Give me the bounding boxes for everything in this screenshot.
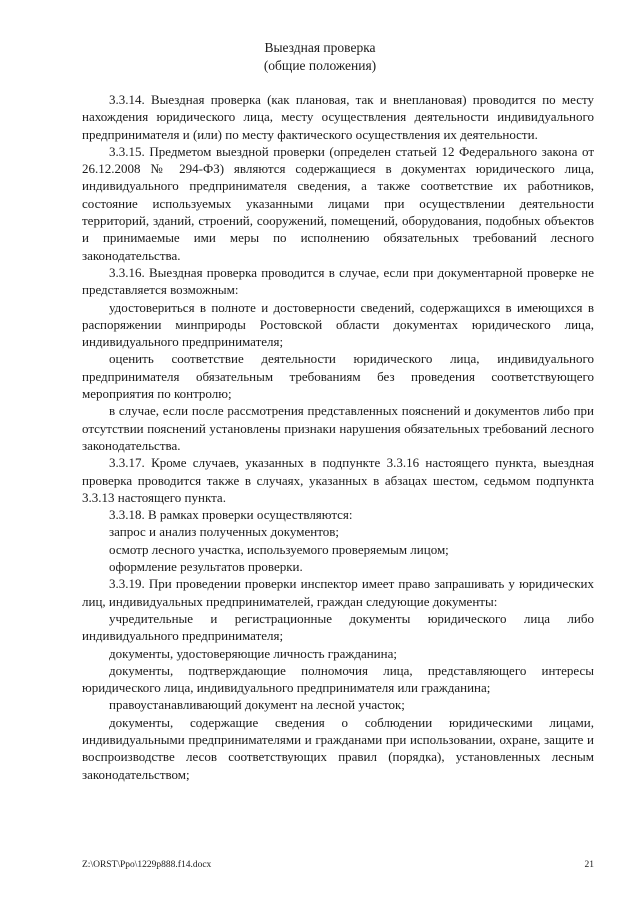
- list-item: документы, подтверждающие полномочия лица, представляющего интересы юридического лица, индивидуального предпринимателя или гражданина;: [82, 662, 594, 696]
- paragraph-3-3-19: 3.3.19. При проведении проверки инспектор имеет право запрашивать у юридических лиц, индивидуальных предпринимателей, граждан следующие документы:: [82, 576, 594, 609]
- page-number: 21: [584, 860, 594, 870]
- title-line-2: (общие положения): [263, 58, 377, 73]
- list-item: удостовериться в полноте и достоверности сведений, содержащихся в имеющихся в распоряжении минприроды Ростовской области документах юридического лица, индивидуального предпринимателя;: [82, 299, 594, 350]
- footer-file-path: Z:\ORST\Ppo\1229p888.f14.docx: [82, 860, 212, 870]
- list-item: документы, удостоверяющие личность гражданина;: [109, 645, 397, 661]
- list-item: запрос и анализ полученных документов;: [109, 524, 339, 540]
- document-body: [82, 91, 594, 783]
- paragraph-3-3-17: 3.3.17. Кроме случаев, указанных в подпункте 3.3.16 настоящего пункта, выездная проверка проводится также в случаях, указанных в абзацах шестом, седьмом подпункта 3.3.13 настоящего пункта.: [82, 455, 594, 505]
- list-item: документы, содержащие сведения о соблюдении юридическими лицами, индивидуальными предпринимателями и гражданами при использовании, охране, защите и воспроизводстве лесов соответствующих правил (порядка), установленных лесным законодательством;: [82, 714, 594, 782]
- list-item: в случае, если после рассмотрения представленных пояснений и документов либо при отсутствии пояснений установлены признаки нарушения обязательных требований лесного законодательства.: [82, 403, 594, 453]
- list-item: учредительные и регистрационные документы юридического лица либо индивидуального предпринимателя;: [82, 610, 594, 644]
- page-footer: [82, 859, 594, 871]
- paragraph-3-3-15: 3.3.15. Предметом выездной проверки (определен статьей 12 Федерального закона от 26.12.2008 № 294-ФЗ) являются содержащиеся в документах юридического лица, индивидуального предпринимателя сведения, а также соответствие их работников, состояние используемых указанными лицами при осуществлении деятельности территорий, зданий, строений, сооружений, помещений, оборудования, подобных объектов и принимаемые ими меры по исполнению обязательных требований лесного законодательства.: [82, 143, 594, 263]
- list-item: оформление результатов проверки.: [109, 559, 303, 575]
- title-line-1: Выездная проверка: [264, 40, 376, 55]
- paragraph-3-3-16: 3.3.16. Выездная проверка проводится в случае, если при документарной проверке не представляется возможным:: [82, 264, 594, 298]
- list-item: правоустанавливающий документ на лесной участок;: [109, 697, 405, 713]
- paragraph-3-3-14: 3.3.14. Выездная проверка (как плановая, так и внеплановая) проводится по месту нахождения юридического лица, месту осуществления деятельности индивидуального предпринимателя и (или) по месту фактического осуществления их деятельности.: [82, 92, 594, 142]
- document-title: [0, 39, 640, 75]
- list-item: осмотр лесного участка, используемого проверяемым лицом;: [109, 541, 449, 557]
- paragraph-3-3-18: 3.3.18. В рамках проверки осуществляются:: [109, 507, 353, 523]
- list-item: оценить соответствие деятельности юридического лица, индивидуального предпринимателя обязательным требованиям без проведения соответствующего мероприятия по контролю;: [82, 351, 594, 402]
